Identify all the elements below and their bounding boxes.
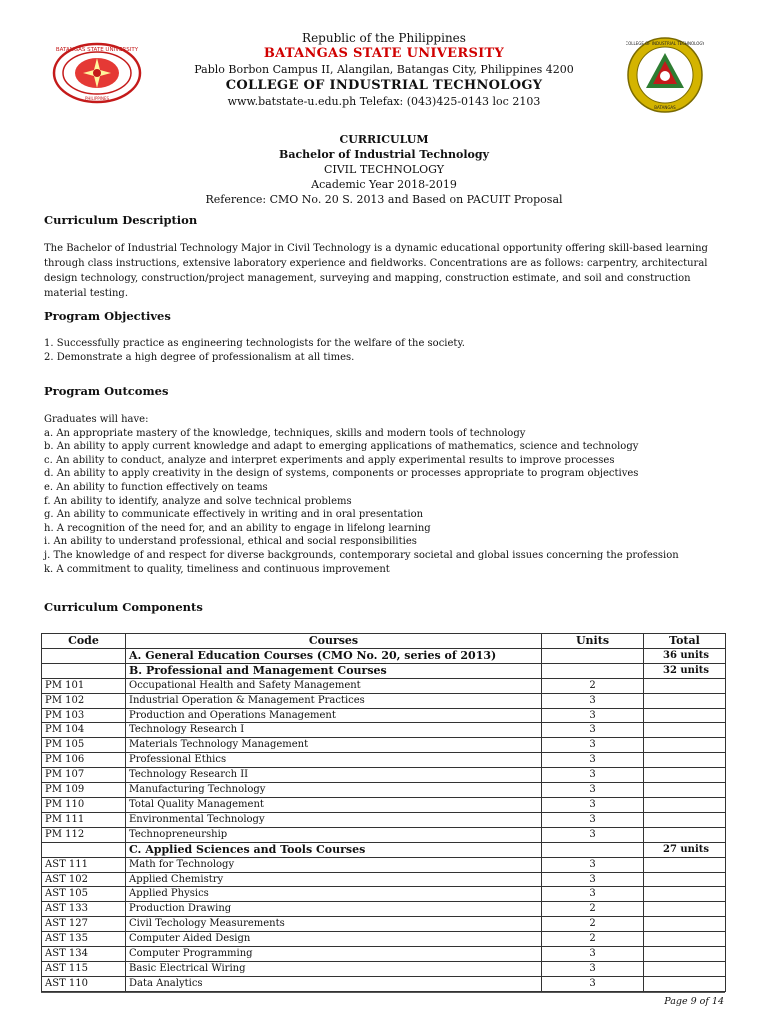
cell-course: Computer Aided Design — [126, 932, 542, 947]
table-row — [42, 738, 726, 753]
cell-course: Materials Technology Management — [126, 738, 542, 753]
cell-units: 3 — [542, 768, 644, 783]
cell-course: Civil Techology Measurements — [126, 917, 542, 932]
cell-units: 2 — [542, 902, 644, 917]
outcome-item: a. An appropriate mastery of the knowledge, techniques, skills and modern tools of technology — [44, 427, 526, 439]
cell-code — [42, 648, 126, 663]
cell-code: PM 110 — [42, 797, 126, 812]
cell-course: Occupational Health and Safety Management — [126, 678, 542, 693]
cell-course: B. Professional and Management Courses — [126, 663, 542, 678]
cell-code: AST 135 — [42, 932, 126, 947]
table-row — [42, 917, 726, 932]
cell-total: 32 units — [644, 663, 726, 678]
table-row — [42, 887, 726, 902]
cell-course: Applied Chemistry — [126, 872, 542, 887]
outcome-item: j. The knowledge of and respect for diverse backgrounds, contemporary societal and global issues concerning the profession — [44, 549, 679, 561]
cell-course: Production Drawing — [126, 902, 542, 917]
cell-code: AST 127 — [42, 917, 126, 932]
cell-units: 3 — [542, 947, 644, 962]
cell-total — [644, 708, 726, 723]
category-row — [42, 648, 726, 663]
cell-code: PM 105 — [42, 738, 126, 753]
cell-course: Data Analytics — [126, 976, 542, 991]
cell-course: Technopreneurship — [126, 827, 542, 842]
cell-units: 3 — [542, 961, 644, 976]
college-name: COLLEGE OF INDUSTRIAL TECHNOLOGY — [225, 78, 543, 93]
cell-course: Environmental Technology — [126, 812, 542, 827]
cell-code: AST 115 — [42, 961, 126, 976]
cell-course: Basic Electrical Wiring — [126, 961, 542, 976]
cell-total — [644, 738, 726, 753]
contact-line: www.batstate-u.edu.ph Telefax: (043)425-0143 loc 2103 — [227, 95, 541, 108]
cell-units: 3 — [542, 812, 644, 827]
cell-course: Industrial Operation & Management Practices — [126, 693, 542, 708]
table-row — [42, 872, 726, 887]
cell-code: PM 106 — [42, 753, 126, 768]
curriculum-components-table — [41, 633, 726, 992]
outcome-item: i. An ability to understand professional, ethical and social responsibilities — [44, 536, 417, 548]
table-row — [42, 932, 726, 947]
cell-code: AST 134 — [42, 947, 126, 962]
cell-code — [42, 842, 126, 857]
cell-total — [644, 872, 726, 887]
outcomes-intro: Graduates will have: — [44, 414, 149, 425]
cell-units: 3 — [542, 887, 644, 902]
cell-code: AST 133 — [42, 902, 126, 917]
column-header-code: Code — [42, 634, 126, 649]
cell-total — [644, 693, 726, 708]
page-number: Page 9 of 14 — [664, 996, 724, 1007]
cell-code: PM 112 — [42, 827, 126, 842]
objective-item: 1. Successfully practice as engineering technologists for the welfare of the society. — [44, 338, 465, 349]
cell-units: 2 — [542, 917, 644, 932]
cell-total — [644, 797, 726, 812]
cell-total — [644, 947, 726, 962]
cell-code: AST 111 — [42, 857, 126, 872]
cell-units: 3 — [542, 976, 644, 991]
table-row — [42, 961, 726, 976]
cell-course: Technology Research I — [126, 723, 542, 738]
cell-total — [644, 783, 726, 798]
cell-units: 3 — [542, 753, 644, 768]
cell-code: AST 110 — [42, 976, 126, 991]
republic-line: Republic of the Philippines — [302, 31, 466, 45]
cell-course: Production and Operations Management — [126, 708, 542, 723]
cell-total — [644, 827, 726, 842]
cell-units: 3 — [542, 738, 644, 753]
cell-total — [644, 768, 726, 783]
table-row — [42, 768, 726, 783]
column-header-units: Units — [542, 634, 644, 649]
cell-units: 3 — [542, 723, 644, 738]
cell-code: PM 111 — [42, 812, 126, 827]
cell-course: Technology Research II — [126, 768, 542, 783]
cell-total — [644, 902, 726, 917]
cell-units: 3 — [542, 708, 644, 723]
cell-units — [542, 842, 644, 857]
cell-code: AST 105 — [42, 887, 126, 902]
table-row — [42, 693, 726, 708]
cell-code: PM 103 — [42, 708, 126, 723]
outcome-item: h. A recognition of the need for, and an ability to engage in lifelong learning — [44, 522, 431, 534]
outcome-item: d. An ability to apply creativity in the design of systems, components or processes appropriate to program objectives — [44, 468, 639, 480]
objective-item: 2. Demonstrate a high degree of professionalism at all times. — [44, 351, 355, 363]
cell-total — [644, 917, 726, 932]
cell-units — [542, 648, 644, 663]
column-header-total: Total — [644, 634, 726, 649]
outcome-item: e. An ability to function effectively on teams — [44, 481, 268, 493]
cell-code — [42, 663, 126, 678]
table-row — [42, 902, 726, 917]
cell-total — [644, 932, 726, 947]
cell-total: 27 units — [644, 842, 726, 857]
description-text: The Bachelor of Industrial Technology Major in Civil Technology is a dynamic educational opportunity offering skill-based learning through class instructions, extensive laboratory experience and fieldworks. Concentrations are as follows: carpentry, architectural design technology, construction/project management, surveying and mapping, construction estimate, and soil and construction material testing. — [44, 243, 708, 299]
cell-course: Computer Programming — [126, 947, 542, 962]
cell-total: 36 units — [644, 648, 726, 663]
letterhead — [0, 30, 768, 110]
cell-total — [644, 887, 726, 902]
table-row — [42, 753, 726, 768]
footer-rule — [41, 992, 725, 993]
table-row — [42, 812, 726, 827]
table-row — [42, 857, 726, 872]
outcomes-list — [44, 413, 724, 576]
cell-course: A. General Education Courses (CMO No. 20, series of 2013) — [126, 648, 542, 663]
curriculum-heading: CURRICULUM — [339, 133, 429, 146]
degree-name: Bachelor of Industrial Technology — [279, 148, 489, 161]
objectives-list — [44, 337, 724, 364]
table-row — [42, 947, 726, 962]
table-row — [42, 723, 726, 738]
components-heading: Curriculum Components — [44, 600, 203, 614]
table-row — [42, 678, 726, 693]
cell-code: PM 109 — [42, 783, 126, 798]
column-header-courses: Courses — [126, 634, 542, 649]
cell-units: 3 — [542, 872, 644, 887]
cell-total — [644, 857, 726, 872]
outcome-item: g. An ability to communicate effectively in writing and in oral presentation — [44, 509, 424, 521]
table-row — [42, 827, 726, 842]
cell-code: PM 104 — [42, 723, 126, 738]
cell-units: 3 — [542, 857, 644, 872]
category-row — [42, 663, 726, 678]
svg-text:BATANGAS: BATANGAS — [654, 105, 676, 110]
table-row — [42, 783, 726, 798]
university-name: BATANGAS STATE UNIVERSITY — [263, 46, 505, 61]
outcome-item: k. A commitment to quality, timeliness and continuous improvement — [44, 563, 390, 575]
cell-course: Manufacturing Technology — [126, 783, 542, 798]
seal-lettering: BATANGAS STATE UNIVERSITY — [55, 47, 139, 53]
curriculum-title-block — [0, 132, 768, 207]
table-row — [42, 708, 726, 723]
description-heading: Curriculum Description — [44, 213, 198, 227]
cell-total — [644, 976, 726, 991]
cell-units: 2 — [542, 932, 644, 947]
campus-address: Pablo Borbon Campus II, Alangilan, Batangas City, Philippines 4200 — [194, 63, 574, 76]
cell-total — [644, 723, 726, 738]
cell-total — [644, 678, 726, 693]
academic-year: Academic Year 2018-2019 — [311, 178, 457, 191]
outcome-item: c. An ability to conduct, analyze and interpret experiments and apply experimental results to improve processes — [44, 454, 615, 466]
objectives-heading: Program Objectives — [44, 309, 171, 323]
cell-units: 3 — [542, 693, 644, 708]
cell-course: C. Applied Sciences and Tools Courses — [126, 842, 542, 857]
cell-code: PM 102 — [42, 693, 126, 708]
cell-total — [644, 812, 726, 827]
cell-course: Professional Ethics — [126, 753, 542, 768]
cell-course: Total Quality Management — [126, 797, 542, 812]
major-name: CIVIL TECHNOLOGY — [323, 163, 445, 176]
cell-total — [644, 753, 726, 768]
cell-units — [542, 663, 644, 678]
reference-line: Reference: CMO No. 20 S. 2013 and Based on PACUIT Proposal — [205, 193, 563, 206]
cell-course: Math for Technology — [126, 857, 542, 872]
category-row — [42, 842, 726, 857]
outcome-item: f. An ability to identify, analyze and solve technical problems — [44, 495, 352, 507]
outcomes-heading: Program Outcomes — [44, 384, 169, 398]
cell-course: Applied Physics — [126, 887, 542, 902]
svg-text:PHILIPPINES: PHILIPPINES — [84, 96, 110, 101]
cell-units: 3 — [542, 827, 644, 842]
cell-code: AST 102 — [42, 872, 126, 887]
cell-units: 2 — [542, 678, 644, 693]
cell-units: 3 — [542, 783, 644, 798]
cell-code: PM 101 — [42, 678, 126, 693]
cell-total — [644, 961, 726, 976]
svg-text:COLLEGE OF INDUSTRIAL TECHNOLO: COLLEGE OF INDUSTRIAL TECHNOLOGY — [626, 41, 704, 46]
table-row — [42, 976, 726, 991]
cell-code: PM 107 — [42, 768, 126, 783]
outcome-item: b. An ability to apply current knowledge and adapt to emerging applications of mathematics, science and technology — [44, 441, 639, 453]
table-header-row — [42, 634, 726, 649]
cell-units: 3 — [542, 797, 644, 812]
table-row — [42, 797, 726, 812]
